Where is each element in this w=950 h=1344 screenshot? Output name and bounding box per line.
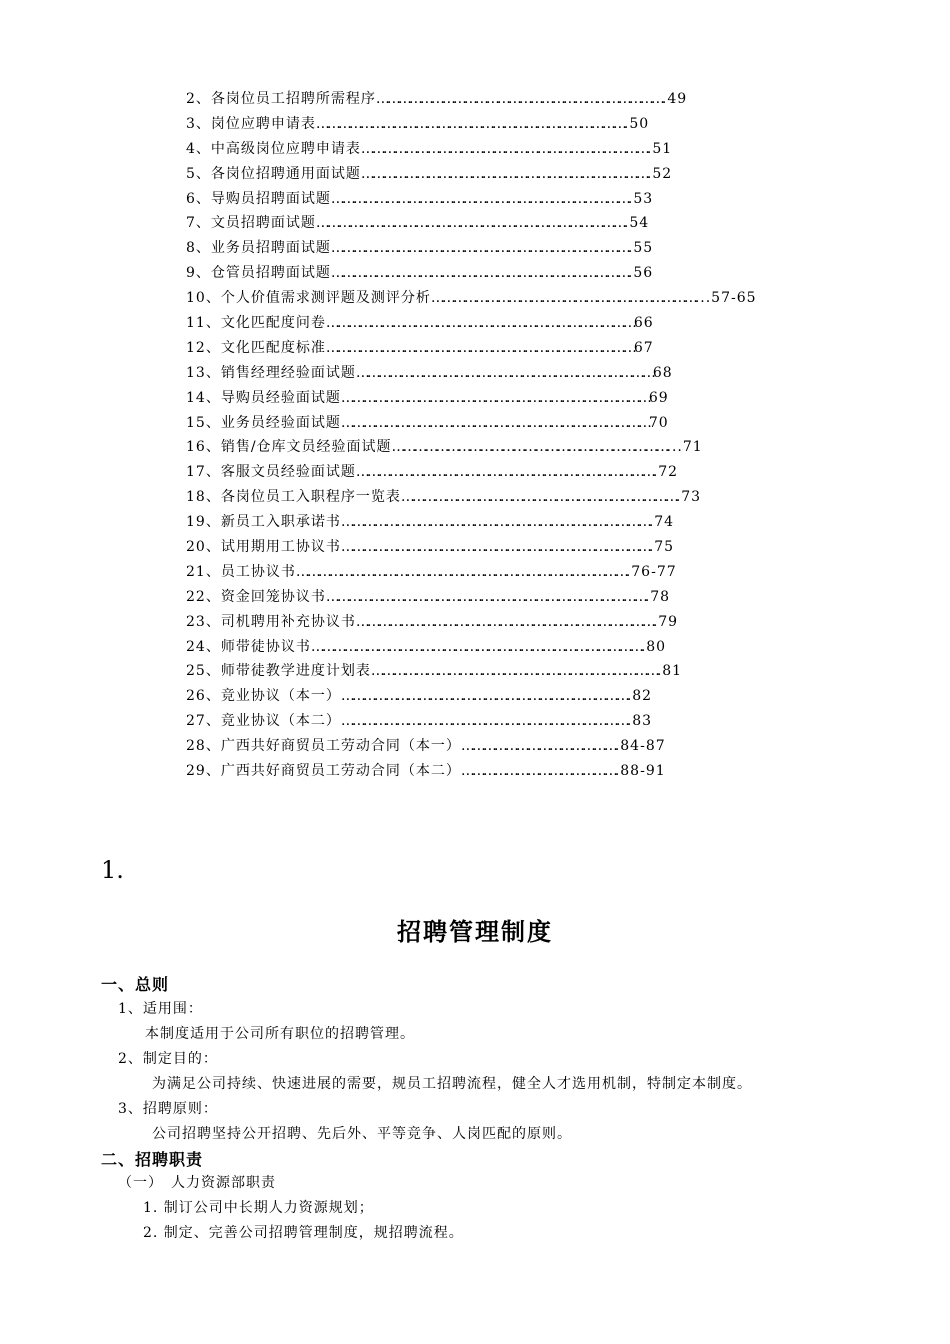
toc-entry xyxy=(186,162,826,187)
toc-entry xyxy=(186,211,826,236)
toc-entry-title: 5、各岗位招聘通用面试题 xyxy=(186,165,361,182)
duty-item-1: 1. 制订公司中长期人力资源规划； xyxy=(143,1200,374,1216)
toc-entry-leader: …………………………………… xyxy=(460,763,615,780)
toc-entry-page: 70 xyxy=(648,414,669,431)
hr-duties-subheading: （一） 人力资源部职责 xyxy=(118,1175,276,1191)
toc-entry-page: ...57-65 xyxy=(694,290,757,307)
heading-recruitment-duties: 二、招聘职责 xyxy=(101,1150,204,1169)
toc-entry xyxy=(186,510,826,535)
toc-entry-leader: ………………………………………………………………………… xyxy=(325,339,634,356)
toc-entry xyxy=(186,137,826,162)
toc-entry-leader: ………………………………………………………………………… xyxy=(340,414,649,431)
toc-entry-page: .83 xyxy=(626,713,653,730)
toc-entry-page: .72 xyxy=(652,464,679,481)
toc-entry-leader: ……………………………………………………………………… xyxy=(330,265,628,282)
toc-entry-page: .80 xyxy=(640,638,667,655)
toc-entry-page: .84-87 xyxy=(614,738,666,755)
document-title: 招聘管理制度 xyxy=(397,918,553,946)
toc-entry-page: .73 xyxy=(675,489,702,506)
toc-entry xyxy=(186,560,826,585)
toc-entry-title: 25、师带徒教学进度计划表 xyxy=(186,663,371,680)
table-of-contents xyxy=(186,87,826,784)
toc-entry-leader: ………………………………………………………………………… xyxy=(340,539,649,556)
toc-entry-title: 28、广西共好商贸员工劳动合同（本一） xyxy=(186,738,461,755)
toc-entry-leader: ……………………………………………………………………… xyxy=(330,240,628,257)
toc-entry-title: 24、师带徒协议书 xyxy=(186,638,311,655)
toc-entry-title: 29、广西共好商贸员工劳动合同（本二） xyxy=(186,763,461,780)
toc-entry xyxy=(186,386,826,411)
toc-entry-leader: ………………………………………………………………………… xyxy=(325,315,634,332)
toc-entry-page: .56 xyxy=(627,265,654,282)
toc-entry-page: .81 xyxy=(656,663,683,680)
principle-label: 3、招聘原则： xyxy=(118,1101,218,1117)
toc-entry-leader: ……………………………………………………………………… xyxy=(330,190,628,207)
duty-item-2: 2. 制定、完善公司招聘管理制度，规招聘流程。 xyxy=(143,1225,464,1241)
toc-entry xyxy=(186,112,826,137)
toc-entry xyxy=(186,734,826,759)
scope-label: 1、适用围： xyxy=(118,1001,203,1017)
toc-entry-leader: ……………………………………………………………………… xyxy=(355,613,653,630)
toc-entry-title: 11、文化匹配度问卷 xyxy=(186,315,326,332)
toc-entry-title: 15、业务员经验面试题 xyxy=(186,414,341,431)
toc-entry-leader: ……………………………………………………………………… xyxy=(355,364,653,381)
toc-entry-page: .75 xyxy=(648,539,675,556)
toc-entry-leader: ……………………………………………………………………………… xyxy=(310,638,641,655)
section-number: 1. xyxy=(101,856,124,884)
principle-text: 公司招聘坚持公开招聘、先后外、平等竞争、人岗匹配的原则。 xyxy=(152,1126,572,1142)
toc-entry-title: 7、文员招聘面试题 xyxy=(186,215,316,232)
toc-entry-leader: …………………………………………………………………… xyxy=(340,713,627,730)
toc-entry-page: .78 xyxy=(644,588,671,605)
toc-entry-leader: …………………………………………………………………… xyxy=(375,91,662,107)
toc-entry-page: .54 xyxy=(623,215,650,232)
toc-entry-title: 26、竞业协议（本一） xyxy=(186,688,341,705)
toc-entry-title: 22、资金回笼协议书 xyxy=(186,588,326,605)
toc-entry-leader: ………………………………………………………………………… xyxy=(315,215,624,232)
toc-entry-title: 21、员工协议书 xyxy=(186,563,296,580)
toc-entry xyxy=(186,759,826,784)
toc-entry xyxy=(186,585,826,610)
toc-entry-page: .76-77 xyxy=(625,563,677,580)
toc-entry-title: 8、业务员招聘面试题 xyxy=(186,240,331,257)
toc-entry xyxy=(186,87,826,112)
toc-entry-leader: …………………………………… xyxy=(460,738,615,755)
toc-entry xyxy=(186,435,826,460)
toc-entry xyxy=(186,610,826,635)
toc-entry-title: 12、文化匹配度标准 xyxy=(186,339,326,356)
toc-entry-title: 13、销售经理经验面试题 xyxy=(186,364,356,381)
toc-entry xyxy=(186,535,826,560)
scope-text: 本制度适用于公司所有职位的招聘管理。 xyxy=(145,1026,415,1042)
toc-entry-title: 10、个人价值需求测评题及测评分析 xyxy=(186,290,431,307)
toc-entry-page: 67 xyxy=(633,339,654,356)
toc-entry xyxy=(186,236,826,261)
toc-entry xyxy=(186,336,826,361)
toc-entry-page: ...71 xyxy=(666,439,703,456)
toc-entry-page: .52 xyxy=(646,165,673,182)
toc-entry-page: .51 xyxy=(646,140,673,157)
toc-entry-page: 68 xyxy=(652,364,673,381)
toc-entry-title: 4、中高级岗位应聘申请表 xyxy=(186,140,361,157)
toc-entry-title: 6、导购员招聘面试题 xyxy=(186,190,331,207)
toc-entry-title: 20、试用期用工协议书 xyxy=(186,539,341,556)
toc-entry-page: .55 xyxy=(627,240,654,257)
toc-entry-title: 23、司机聘用补充协议书 xyxy=(186,613,356,630)
toc-entry xyxy=(186,709,826,734)
toc-entry-page: 69 xyxy=(648,389,669,406)
purpose-label: 2、制定目的： xyxy=(118,1051,218,1067)
toc-entry-title: 3、岗位应聘申请表 xyxy=(186,115,316,132)
toc-entry xyxy=(186,460,826,485)
toc-entry-title: 19、新员工入职承诺书 xyxy=(186,514,341,531)
toc-entry-page: .49 xyxy=(661,91,688,107)
toc-entry xyxy=(186,187,826,212)
toc-entry-title: 2、各岗位员工招聘所需程序 xyxy=(186,91,376,107)
toc-entry-leader: ………………………………………………………………………… xyxy=(340,514,649,531)
toc-entry-title: 9、仓管员招聘面试题 xyxy=(186,265,331,282)
toc-entry-leader: ………………………………………………………………… xyxy=(391,439,667,456)
toc-entry-leader: ………………………………………………………………………… xyxy=(315,115,624,132)
toc-entry xyxy=(186,261,826,286)
toc-entry xyxy=(186,635,826,660)
toc-entry xyxy=(186,286,826,311)
toc-entry xyxy=(186,659,826,684)
toc-entry-page: .53 xyxy=(627,190,654,207)
toc-entry-leader: ……………………………………………………………………………… xyxy=(295,563,626,580)
toc-entry-page: .50 xyxy=(623,115,650,132)
heading-general-rules: 一、总则 xyxy=(101,975,170,994)
toc-entry xyxy=(186,361,826,386)
toc-entry-leader: …………………………………………………………………… xyxy=(360,165,647,182)
toc-entry-title: 14、导购员经验面试题 xyxy=(186,389,341,406)
toc-entry-title: 17、客服文员经验面试题 xyxy=(186,464,356,481)
toc-entry xyxy=(186,684,826,709)
toc-entry xyxy=(186,311,826,336)
toc-entry-page: 66 xyxy=(633,315,654,332)
toc-entry-leader: …………………………………………………………………………… xyxy=(325,588,645,605)
toc-entry xyxy=(186,411,826,436)
toc-entry-leader: ……………………………………………………………………… xyxy=(355,464,653,481)
toc-entry-title: 27、竞业协议（本二） xyxy=(186,713,341,730)
toc-entry-leader: ………………………………………………………………… xyxy=(400,489,676,506)
toc-entry-leader: ………………………………………………………………………… xyxy=(340,389,649,406)
toc-entry-page: .88-91 xyxy=(614,763,666,780)
toc-entry-leader: …………………………………………………………………… xyxy=(360,140,647,157)
toc-entry-title: 18、各岗位员工入职程序一览表 xyxy=(186,489,401,506)
toc-entry xyxy=(186,485,826,510)
toc-entry-page: .82 xyxy=(626,688,653,705)
toc-entry-leader: …………………………………………………………………… xyxy=(340,688,627,705)
purpose-text: 为满足公司持续、快速进展的需要，规员工招聘流程，健全人才选用机制，特制定本制度。 xyxy=(152,1076,752,1092)
toc-entry-leader: …………………………………………………………………… xyxy=(370,663,657,680)
toc-entry-page: .79 xyxy=(652,613,679,630)
toc-entry-leader: ……………………………………………………………… xyxy=(430,290,695,307)
toc-entry-page: .74 xyxy=(648,514,675,531)
toc-entry-title: 16、销售/仓库文员经验面试题 xyxy=(186,439,392,456)
